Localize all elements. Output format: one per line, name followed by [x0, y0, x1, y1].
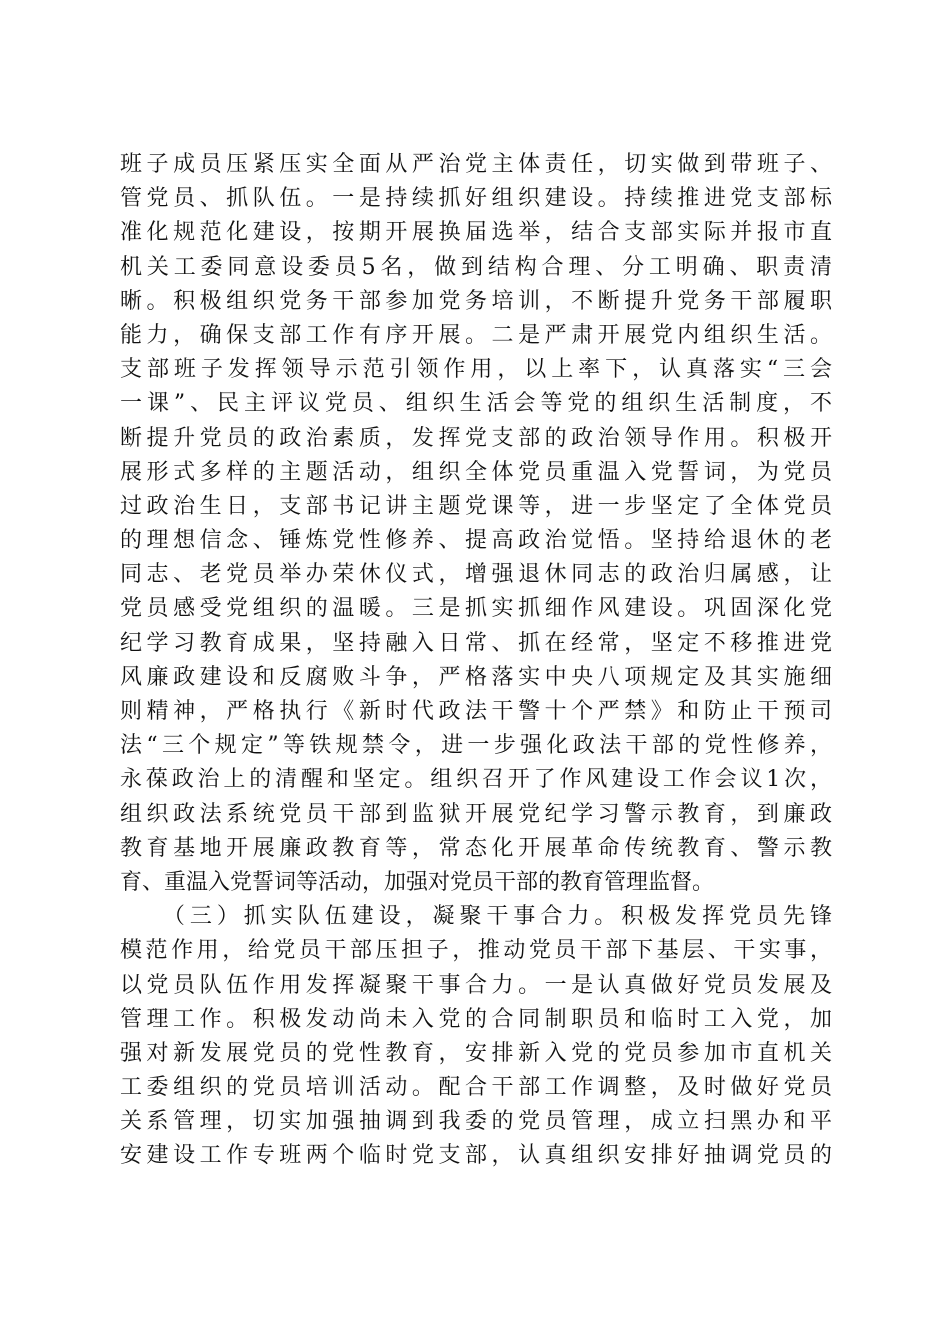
text-line: 法“三个规定”等铁规禁令，进一步强化政法干部的党性修养， — [120, 733, 832, 759]
text-line: 准化规范化建设，按期开展换届选举，结合支部实际并报市直 — [120, 220, 832, 246]
text-line: 管党员、抓队伍。一是持续抓好组织建设。持续推进党支部标 — [120, 186, 832, 212]
text-line: 风廉政建设和反腐败斗争，严格落实中央八项规定及其实施细 — [120, 664, 832, 690]
text-line: 教育基地开展廉政教育等，常态化开展革命传统教育、警示教 — [120, 835, 832, 861]
text-line: 组织政法系统党员干部到监狱开展党纪学习警示教育，到廉政 — [120, 801, 832, 827]
text-line: 则精神，严格执行《新时代政法干警十个严禁》和防止干预司 — [120, 699, 832, 724]
body-text — [120, 148, 832, 1174]
section-heading-line: （三）抓实队伍建设，凝聚干事合力。积极发挥党员先锋 — [120, 904, 832, 930]
text-line: 工委组织的党员培训活动。配合干部工作调整，及时做好党员 — [120, 1075, 832, 1101]
text-line: 同志、老党员举办荣休仪式，增强退休同志的政治归属感，让 — [120, 562, 832, 588]
text-line: 过政治生日，支部书记讲主题党课等，进一步坚定了全体党员 — [120, 493, 832, 519]
text-line: 展形式多样的主题活动，组织全体党员重温入党誓词，为党员 — [120, 459, 832, 485]
text-line: 能力，确保支部工作有序开展。二是严肃开展党内组织生活。 — [120, 322, 832, 348]
text-line: 管理工作。积极发动尚未入党的合同制职员和临时工入党，加 — [120, 1006, 832, 1032]
text-line: 党员感受党组织的温暖。三是抓实抓细作风建设。巩固深化党 — [120, 596, 832, 622]
text-line: 支部班子发挥领导示范引领作用，以上率下，认真落实“三会 — [120, 357, 832, 383]
text-line: 断提升党员的政治素质，发挥党支部的政治领导作用。积极开 — [120, 425, 832, 451]
text-line: 关系管理，切实加强抽调到我委的党员管理，成立扫黑办和平 — [120, 1109, 832, 1135]
text-line: 机关工委同意设委员5名，做到结构合理、分工明确、职责清 — [120, 254, 832, 280]
text-line: 一课”、民主评议党员、组织生活会等党的组织生活制度，不 — [120, 391, 832, 417]
text-line: 纪学习教育成果，坚持融入日常、抓在经常，坚定不移推进党 — [120, 630, 832, 656]
text-line: 育、重温入党誓词等活动，加强对党员干部的教育管理监督。 — [120, 869, 715, 895]
text-line: 强对新发展党员的党性教育，安排新入党的党员参加市直机关 — [120, 1040, 832, 1066]
text-line: 以党员队伍作用发挥凝聚干事合力。一是认真做好党员发展及 — [120, 972, 832, 998]
text-line: 永葆政治上的清醒和坚定。组织召开了作风建设工作会议1次， — [120, 767, 832, 793]
text-line: 班子成员压紧压实全面从严治党主体责任，切实做到带班子、 — [120, 152, 832, 177]
text-line: 的理想信念、锤炼党性修养、提高政治觉悟。坚持给退休的老 — [120, 528, 832, 554]
text-line: 模范作用，给党员干部压担子，推动党员干部下基层、干实事， — [120, 938, 832, 964]
text-line: 安建设工作专班两个临时党支部，认真组织安排好抽调党员的 — [120, 1143, 832, 1169]
text-line: 晰。积极组织党务干部参加党务培训，不断提升党务干部履职 — [120, 288, 832, 314]
